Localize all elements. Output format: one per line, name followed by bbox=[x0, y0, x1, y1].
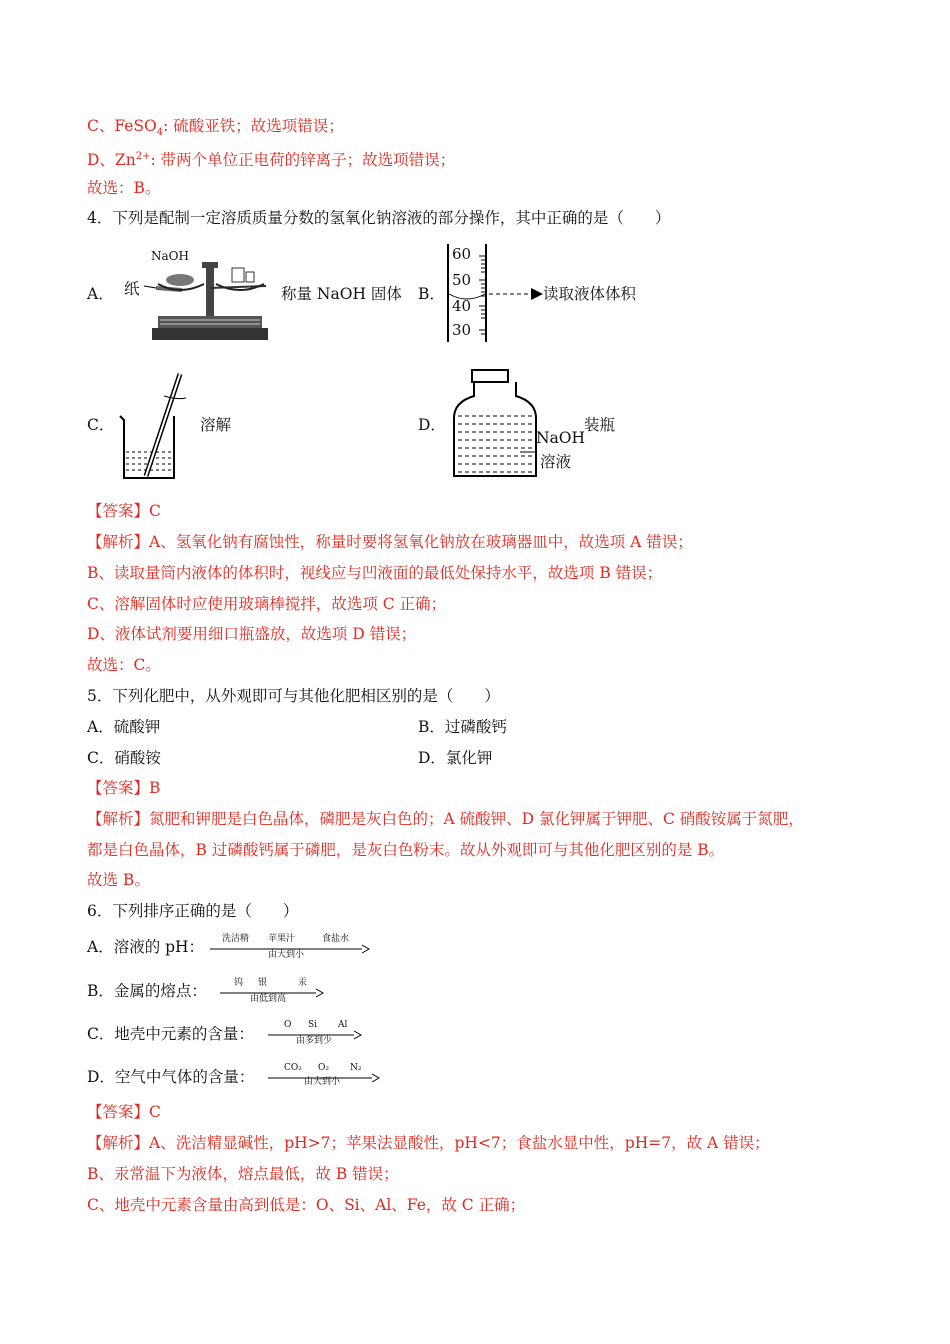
q6-b-direction: 由低到高 bbox=[250, 994, 287, 1004]
option-b-letter: B． bbox=[418, 285, 445, 303]
q6-c-item-1: O bbox=[284, 1020, 292, 1030]
q6-d-item-2: O₂ bbox=[318, 1063, 329, 1073]
q6-a-item-2: 苹果汁 bbox=[268, 934, 296, 944]
q6-d-item-3: N₂ bbox=[350, 1063, 362, 1073]
q6-option-a: A．溶液的 pH： bbox=[87, 938, 205, 956]
answer-6: 【答案】C bbox=[87, 1103, 161, 1121]
answer-4: 【答案】C bbox=[87, 502, 161, 520]
tick-40: 40 bbox=[452, 297, 472, 315]
q6-a-direction: 由大到小 bbox=[268, 950, 305, 960]
choose-line: 故选：B。 bbox=[87, 179, 161, 197]
q6-c-item-2: Si bbox=[308, 1020, 318, 1030]
q6-c-direction: 由多到少 bbox=[296, 1036, 333, 1046]
option-b-caption: 读取液体体积 bbox=[543, 285, 637, 303]
q6-option-b: B．金属的熔点： bbox=[87, 982, 207, 1000]
question-4-stem: 4．下列是配制一定溶质质量分数的氢氧化钠溶液的部分操作，其中正确的是（ ） bbox=[87, 209, 671, 227]
answer-5: 【答案】B bbox=[87, 779, 161, 797]
q6-b-item-3: 汞 bbox=[298, 978, 308, 988]
solution-label: 溶液 bbox=[540, 453, 572, 471]
q5-option-d: D．氯化钾 bbox=[418, 749, 493, 767]
q5-option-b: B．过磷酸钙 bbox=[418, 718, 507, 736]
analysis-6-line-1: 【解析】A、洗洁精显碱性，pH>7；苹果法显酸性，pH<7；食盐水显中性，pH=7，故 A 错误； bbox=[87, 1134, 770, 1152]
analysis-4-line-1: 【解析】A、氢氧化钠有腐蚀性，称量时要将氢氧化钠放在玻璃器皿中，故选项 A 错误； bbox=[87, 533, 693, 551]
balance-figure bbox=[120, 244, 270, 342]
choose-4: 故选：C。 bbox=[87, 656, 161, 674]
option-a-letter: A． bbox=[87, 285, 114, 303]
analysis-4-line-3: C、溶解固体时应使用玻璃棒搅拌，故选项 C 正确； bbox=[87, 595, 447, 613]
option-c-caption: 溶解 bbox=[200, 416, 232, 434]
q6-a-item-3: 食盐水 bbox=[322, 934, 350, 944]
analysis-line-d: D、$Zn^{2+}$: 带两个单位正电荷的锌离子；故选项错误； bbox=[87, 151, 456, 170]
analysis-5-line-1: 【解析】氮肥和钾肥是白色晶体，磷肥是灰白色的；A 硫酸钾、D 氯化钾属于钾肥、C 硝酸铵属于氮肥， bbox=[87, 810, 804, 828]
q6-option-c: C．地壳中元素的含量： bbox=[87, 1025, 254, 1043]
question-5-stem: 5．下列化肥中，从外观即可与其他化肥相区别的是（ ） bbox=[87, 687, 500, 705]
q6-d-item-1: CO₂ bbox=[284, 1063, 302, 1073]
tick-60: 60 bbox=[452, 245, 472, 263]
q5-option-c: C．硝酸铵 bbox=[87, 749, 161, 767]
analysis-5-line-2: 都是白色晶体，B 过磷酸钙属于磷肥，是灰白色粉末。故从外观即可与其他化肥区别的是 B。 bbox=[87, 841, 725, 859]
q6-c-item-3: Al bbox=[338, 1020, 348, 1030]
tick-50: 50 bbox=[452, 271, 472, 289]
q6-d-direction: 由大到小 bbox=[304, 1077, 341, 1087]
tick-30: 30 bbox=[452, 321, 472, 339]
q6-a-item-1: 洗洁精 bbox=[222, 934, 250, 944]
bottle-figure bbox=[450, 368, 600, 482]
q6-b-item-2: 银 bbox=[258, 978, 268, 988]
analysis-6-line-3: C、地壳中元素含量由高到低是：O、Si、Al、Fe，故 C 正确； bbox=[87, 1196, 526, 1214]
option-c-letter: C． bbox=[87, 416, 115, 434]
choose-5: 故选 B。 bbox=[87, 871, 150, 889]
analysis-line-c: C、FeSO$_4$: 硫酸亚铁；故选项错误； bbox=[87, 117, 344, 139]
naoh-solution-label: NaOH bbox=[536, 429, 586, 447]
naoh-label: NaOH bbox=[151, 249, 189, 263]
q6-b-item-1: 钨 bbox=[234, 978, 244, 988]
q5-option-a: A．硫酸钾 bbox=[87, 718, 161, 736]
analysis-4-line-4: D、液体试剂要用细口瓶盛放，故选项 D 错误； bbox=[87, 625, 417, 643]
analysis-4-line-2: B、读取量筒内液体的体积时，视线应与凹液面的最低处保持水平，故选项 B 错误； bbox=[87, 564, 663, 582]
option-d-letter: D． bbox=[418, 416, 446, 434]
analysis-6-line-2: B、汞常温下为液体，熔点最低，故 B 错误； bbox=[87, 1165, 399, 1183]
q6-option-d: D．空气中气体的含量： bbox=[87, 1068, 255, 1086]
option-d-caption: 装瓶 bbox=[584, 416, 616, 434]
paper-label: 纸 bbox=[124, 280, 140, 298]
beaker-figure bbox=[118, 368, 190, 482]
question-6-stem: 6．下列排序正确的是（ ） bbox=[87, 902, 299, 920]
option-a-caption: 称量 NaOH 固体 bbox=[281, 285, 402, 303]
